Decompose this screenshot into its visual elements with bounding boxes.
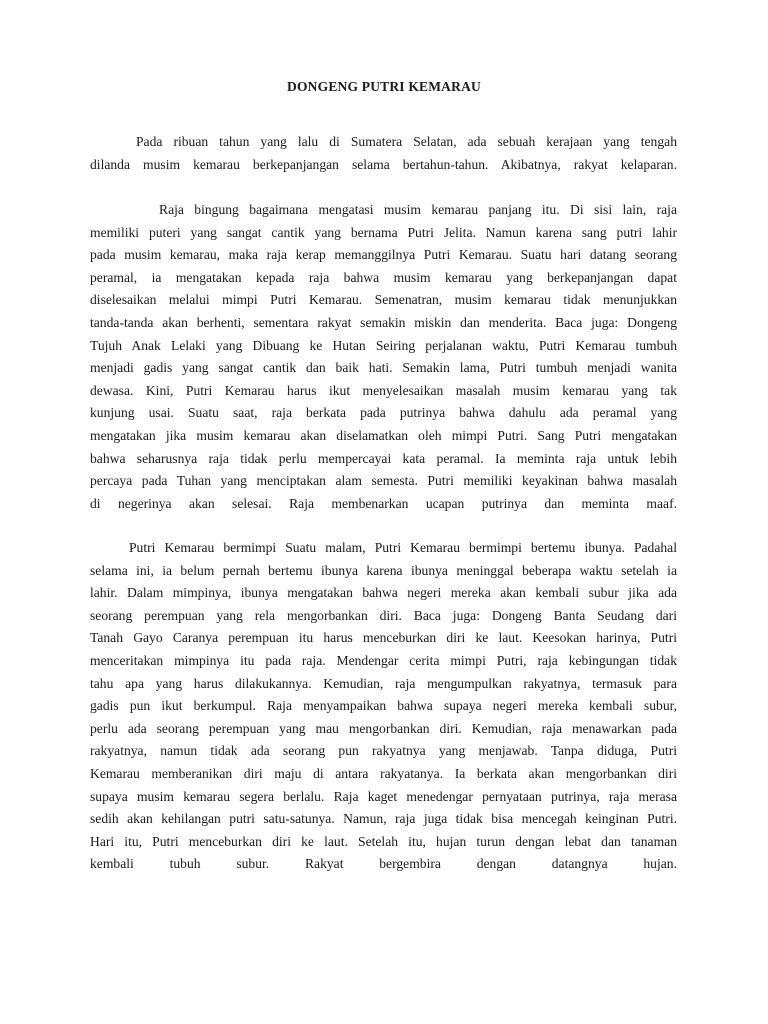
paragraph-line: Hari itu, Putri menceburkan diri ke laut. Setelah itu, hujan turun dengan lebat dan tanaman — [90, 833, 677, 849]
paragraph-line: Kemarau memberanikan diri maju di antara rakyatanya. Ia berkata akan mengorbankan diri — [90, 765, 677, 781]
paragraph-line: percaya pada Tuhan yang menciptakan alam semesta. Putri memiliki keyakinan bahwa masalah — [90, 473, 677, 489]
paragraph-line: Tujuh Anak Lelaki yang Dibuang ke Hutan Seiring perjalanan waktu, Putri Kemarau tumbuh — [90, 337, 677, 353]
paragraph-line: diselesaikan melalui mimpi Putri Kemarau. Semenatran, musim kemarau tidak menunjukkan — [90, 292, 677, 308]
paragraph-line: kunjung usai. Suatu saat, raja berkata pada putrinya bahwa dahulu ada peramal yang — [90, 405, 677, 421]
paragraph-line: rakyatnya, namun tidak ada seorang pun rakyatnya yang menjawab. Tanpa diduga, Putri — [90, 743, 677, 759]
paragraph-line: gadis pun ikut berkumpul. Raja menyampaikan bahwa supaya negeri mereka kembali subur, — [90, 698, 677, 714]
paragraph-line: Putri Kemarau bermimpi Suatu malam, Putri Kemarau bermimpi bertemu ibunya. Padahal — [129, 540, 677, 555]
paragraph-line: menceritakan mimpinya itu pada raja. Mendengar cerita mimpi Putri, raja kebingungan tidak — [90, 652, 677, 668]
paragraph-line: tahu apa yang harus dilakukannya. Kemudian, raja mengumpulkan rakyatnya, termasuk para — [90, 675, 677, 691]
paragraph-line: di negerinya akan selesai. Raja membenarkan ucapan putrinya dan meminta maaf. — [90, 495, 677, 511]
paragraph-line: Tanah Gayo Caranya perempuan itu harus menceburkan diri ke laut. Keesokan harinya, Putri — [90, 630, 677, 646]
paragraph-line: dewasa. Kini, Putri Kemarau harus ikut menyelesaikan masalah musim kemarau yang tak — [90, 382, 677, 398]
paragraph-line: tanda-tanda akan berhenti, sementara rakyat semakin miskin dan menderita. Baca juga: Dongeng — [90, 314, 677, 330]
paragraph-line: mengatakan jika musim kemarau akan diselamatkan oleh mimpi Putri. Sang Putri mengatakan — [90, 427, 677, 443]
document-title: DONGENG PUTRI KEMARAU — [287, 79, 481, 94]
paragraph-line: memiliki puteri yang sangat cantik yang bernama Putri Jelita. Namun karena sang putri lahir — [90, 224, 677, 240]
paragraph-line: seorang perempuan yang rela mengorbankan diri. Baca juga: Dongeng Banta Seudang dari — [90, 607, 677, 623]
paragraph-line: lahir. Dalam mimpinya, ibunya mengatakan bahwa negeri mereka akan kembali subur jika ada — [90, 585, 677, 601]
paragraph-line: perlu ada seorang perempuan yang mau mengorbankan diri. Kemudian, raja menawarkan pada — [90, 720, 677, 736]
paragraph-1 — [90, 131, 677, 176]
paragraph-line: menjadi gadis yang sangat cantik dan baik hati. Semakin lama, Putri tumbuh menjadi wanita — [90, 360, 677, 376]
paragraph-line: Raja bingung bagaimana mengatasi musim kemarau panjang itu. Di sisi lain, raja — [159, 202, 677, 217]
paragraph-line: supaya musim kemarau segera berlalu. Raja kaget menedengar pernyataan putrinya, raja merasa — [90, 788, 677, 804]
paragraph-line: dilanda musim kemarau berkepanjangan selama bertahun-tahun. Akibatnya, rakyat kelaparan. — [90, 156, 677, 172]
paragraph-line: sedih akan kehilangan putri satu-satunya. Namun, raja juga tidak bisa mencegah keinginan Putri. — [90, 811, 677, 827]
paragraph-line: Pada ribuan tahun yang lalu di Sumatera Selatan, ada sebuah kerajaan yang tengah — [136, 134, 677, 149]
paragraph-3 — [90, 537, 677, 876]
paragraph-line: kembali tubuh subur. Rakyat bergembira dengan datangnya hujan. — [90, 856, 677, 872]
paragraph-line: pada musim kemarau, maka raja kerap memanggilnya Putri Kemarau. Suatu hari datang seorang — [90, 247, 677, 263]
paragraph-2 — [90, 199, 677, 515]
paragraph-line: selama ini, ia belum pernah bertemu ibunya karena ibunya meninggal beberapa waktu setelah ia — [90, 562, 677, 578]
paragraph-line: bahwa seharusnya raja tidak perlu mempercayai kata peramal. Ia meminta raja untuk lebih — [90, 450, 677, 466]
paragraph-line: peramal, ia mengatakan kepada raja bahwa musim kemarau yang berkepanjangan dapat — [90, 269, 677, 285]
